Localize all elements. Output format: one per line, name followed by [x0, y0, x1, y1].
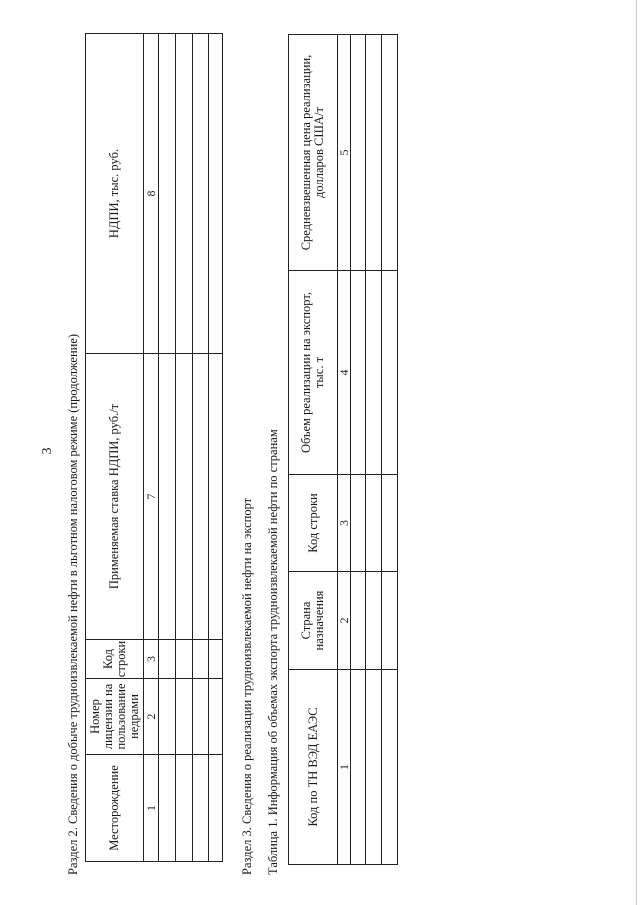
header-deposit: Месторождение [107, 765, 121, 851]
column-number: 8 [143, 190, 158, 197]
header-volume-line1: Объем реализации на экспорт, [299, 291, 313, 454]
column-number: 4 [336, 369, 351, 376]
column-number: 3 [336, 520, 351, 526]
header-price-line1: Средневзвешенная цена реализации, [299, 54, 313, 251]
section2-title: Раздел 2. Сведения о добыче трудноизвлекаемой нефти в льготном налоговом режиме (продолжение) [66, 333, 80, 875]
header-weighted-price [289, 35, 337, 270]
page-number: 3 [40, 447, 55, 455]
header-price-line2: долларов США/т [312, 107, 326, 198]
header-row-code-line1: Код [100, 649, 115, 669]
header-license-line4: недрами [126, 694, 141, 739]
header-country-line2: назначения [312, 590, 326, 651]
column-number: 1 [336, 764, 351, 770]
header-license-line2: лицензии на [100, 683, 115, 750]
header-destination-country [289, 572, 337, 669]
header-ndpi: НДПИ, тыс. руб. [107, 148, 121, 239]
header-license-line1: Номер [87, 699, 102, 734]
header-tn-ved-code: Код по ТН ВЭД ЕАЭС [305, 707, 320, 827]
table1-title: Таблица 1. Информация об объемах экспорта трудноизвлекаемой нефти по странам [266, 429, 280, 875]
column-number: 3 [143, 656, 158, 662]
column-number: 2 [143, 713, 158, 720]
header-license-number [86, 679, 143, 754]
column-number: 2 [336, 617, 351, 624]
column-number: 1 [143, 805, 158, 811]
header-volume-line2: тыс. т [312, 356, 326, 389]
header-row-code-line2: строки [113, 640, 128, 678]
header-row-code: Код строки [305, 493, 320, 553]
column-number: 7 [143, 493, 158, 500]
header-export-volume [289, 271, 337, 474]
header-license-line3: пользование [113, 683, 128, 750]
header-country-line1: Страна [299, 601, 313, 640]
scan-edge [636, 0, 637, 905]
header-row-code [86, 640, 143, 678]
section3-title: Раздел 3. Сведения о реализации трудноизвлекаемой нефти на экспорт [240, 497, 254, 875]
column-number: 5 [336, 149, 351, 156]
header-ndpi-rate: Применяемая ставка НДПИ, руб./т [107, 403, 121, 590]
